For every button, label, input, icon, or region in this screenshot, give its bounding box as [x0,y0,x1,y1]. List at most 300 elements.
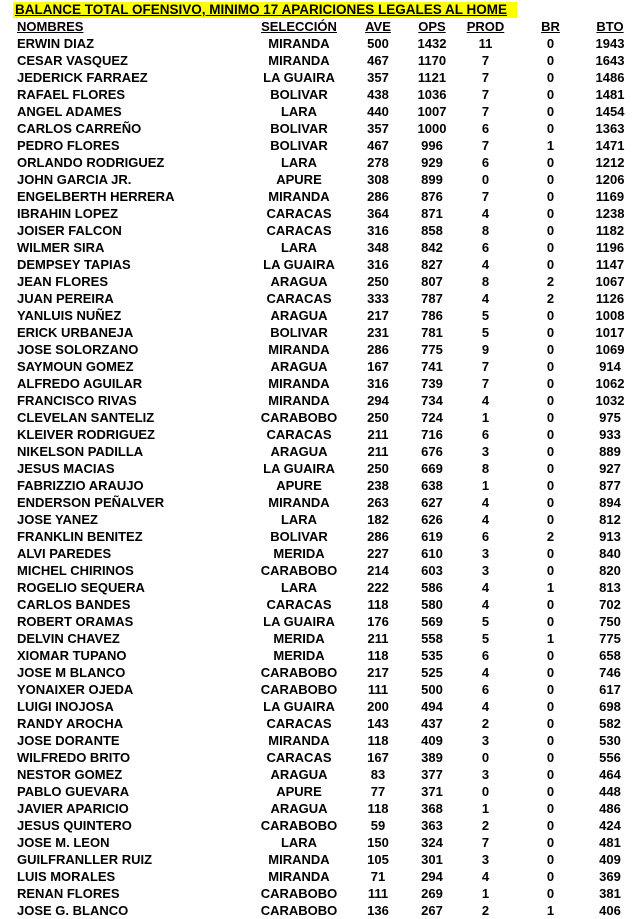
ops-cell: 1007 [417,104,447,119]
ave-cell: 294 [367,393,389,408]
ops-cell: 586 [421,580,443,595]
player-name-cell: NIKELSON PADILLA [17,444,144,459]
prod-cell: 7 [481,359,490,374]
player-name-cell: RENAN FLORES [17,886,120,901]
ave-cell: 333 [367,291,389,306]
bto-cell: 1471 [595,138,625,153]
prod-cell: 5 [481,631,490,646]
ave-cell: 440 [367,104,389,119]
ave-cell: 222 [367,580,389,595]
bto-cell: 1363 [595,121,625,136]
bto-cell: 1169 [595,189,625,204]
player-name-cell: JOSE M. LEON [17,835,110,850]
br-cell: 1 [546,903,555,918]
ave-cell: 211 [367,427,389,442]
bto-cell: 820 [599,563,621,578]
prod-cell: 7 [481,70,490,85]
team-cell: MIRANDA [268,869,330,884]
player-name-cell: FABRIZZIO ARAUJO [17,478,144,493]
bto-cell: 1147 [595,257,625,272]
br-cell: 1 [546,631,555,646]
br-cell: 0 [546,376,555,391]
prod-cell: 3 [481,546,490,561]
bto-cell: 481 [599,835,621,850]
player-name-cell: ALVI PAREDES [17,546,112,561]
prod-cell: 9 [481,342,490,357]
ops-cell: 368 [421,801,443,816]
team-cell: LARA [280,104,318,119]
ops-cell: 437 [421,716,443,731]
bto-cell: 1062 [595,376,625,391]
br-cell: 0 [546,240,555,255]
team-cell: MERIDA [273,546,325,561]
bto-cell: 1182 [595,223,625,238]
player-name-cell: JESUS QUINTERO [17,818,132,833]
bto-cell: 409 [599,852,621,867]
table-row [13,256,633,273]
table-row [13,392,633,409]
ops-cell: 786 [421,308,443,323]
br-cell: 0 [546,648,555,663]
ops-cell: 1121 [417,70,447,85]
bto-cell: 448 [599,784,621,799]
player-name-cell: JEAN FLORES [17,274,109,289]
ops-cell: 787 [421,291,443,306]
player-name-cell: ERICK URBANEJA [17,325,134,340]
header-bto: BTO [596,19,624,34]
team-cell: CARABOBO [260,410,338,425]
ave-cell: 250 [367,410,389,425]
bto-cell: 927 [599,461,621,476]
team-cell: MIRANDA [268,376,330,391]
ops-cell: 858 [421,223,443,238]
br-cell: 0 [546,461,555,476]
ops-cell: 569 [421,614,443,629]
ave-cell: 316 [367,223,389,238]
header-ops: OPS [418,19,446,34]
br-cell: 0 [546,53,555,68]
table-row [13,851,633,868]
ave-cell: 438 [367,87,389,102]
br-cell: 0 [546,716,555,731]
table-row [13,222,633,239]
prod-cell: 4 [481,597,490,612]
prod-cell: 3 [481,733,490,748]
table-row [13,902,633,919]
prod-cell: 3 [481,852,490,867]
br-cell: 2 [546,274,555,289]
ave-cell: 150 [367,835,389,850]
ops-cell: 1432 [417,36,447,51]
ops-cell: 1170 [417,53,447,68]
prod-cell: 1 [481,801,490,816]
ave-cell: 200 [367,699,389,714]
table-row [13,324,633,341]
ops-cell: 409 [421,733,443,748]
team-cell: CARACAS [266,750,332,765]
bto-cell: 914 [599,359,621,374]
table-row [13,375,633,392]
table-row [13,137,633,154]
team-cell: MERIDA [273,631,325,646]
player-name-cell: LUIGI INOJOSA [17,699,114,714]
bto-cell: 812 [599,512,621,527]
team-cell: MIRANDA [268,189,330,204]
ops-cell: 610 [421,546,443,561]
player-name-cell: MICHEL CHIRINOS [17,563,134,578]
prod-cell: 1 [481,410,490,425]
ave-cell: 227 [367,546,389,561]
team-cell: LA GUAIRA [263,257,335,272]
ops-cell: 807 [421,274,443,289]
bto-cell: 975 [599,410,621,425]
ops-cell: 775 [421,342,443,357]
ops-cell: 525 [421,665,443,680]
ops-cell: 324 [421,835,443,850]
player-name-cell: RAFAEL FLORES [17,87,126,102]
prod-cell: 5 [481,325,490,340]
ops-cell: 377 [421,767,443,782]
team-cell: LARA [280,580,318,595]
team-cell: MIRANDA [268,733,330,748]
prod-cell: 0 [481,750,490,765]
br-cell: 0 [546,495,555,510]
prod-cell: 6 [481,682,490,697]
br-cell: 0 [546,87,555,102]
ave-cell: 364 [367,206,389,221]
table-row [13,630,633,647]
table-row [13,69,633,86]
br-cell: 0 [546,801,555,816]
prod-cell: 7 [481,138,490,153]
team-cell: CARABOBO [260,682,338,697]
team-cell: ARAGUA [270,308,328,323]
br-cell: 0 [546,189,555,204]
player-name-cell: ANGEL ADAMES [17,104,122,119]
bto-cell: 617 [599,682,621,697]
prod-cell: 4 [481,393,490,408]
team-cell: CARACAS [266,427,332,442]
br-cell: 0 [546,699,555,714]
player-name-cell: ENGELBERTH HERRERA [17,189,175,204]
bto-cell: 530 [599,733,621,748]
ops-cell: 1000 [417,121,447,136]
bto-cell: 1643 [595,53,625,68]
ops-cell: 580 [421,597,443,612]
ave-cell: 217 [367,308,389,323]
table-row [13,426,633,443]
ave-cell: 286 [367,529,389,544]
prod-cell: 5 [481,308,490,323]
prod-cell: 4 [481,699,490,714]
ave-cell: 316 [367,257,389,272]
table-row [13,783,633,800]
player-name-cell: ROGELIO SEQUERA [17,580,145,595]
header-prod: PROD [466,19,505,34]
header-ave: AVE [365,19,391,34]
br-cell: 0 [546,852,555,867]
player-name-cell: JOISER FALCON [17,223,122,238]
team-cell: MERIDA [273,648,325,663]
player-name-cell: YONAIXER OJEDA [17,682,134,697]
table-row [13,358,633,375]
br-cell: 0 [546,36,555,51]
ops-cell: 781 [421,325,443,340]
player-name-cell: ERWIN DIAZ [17,36,95,51]
br-cell: 0 [546,206,555,221]
ave-cell: 217 [367,665,389,680]
team-cell: CARACAS [266,597,332,612]
ave-cell: 286 [367,189,389,204]
team-cell: CARACAS [266,223,332,238]
br-cell: 2 [546,529,555,544]
ave-cell: 143 [367,716,389,731]
team-cell: CARACAS [266,291,332,306]
table-row [13,103,633,120]
bto-cell: 1017 [595,325,625,340]
ops-cell: 996 [421,138,443,153]
team-cell: CARACAS [266,716,332,731]
ave-cell: 316 [367,376,389,391]
ave-cell: 238 [367,478,389,493]
player-name-cell: JOSE DORANTE [17,733,120,748]
prod-cell: 8 [481,274,490,289]
player-name-cell: FRANKLIN BENITEZ [17,529,143,544]
ops-cell: 669 [421,461,443,476]
ave-cell: 214 [367,563,389,578]
prod-cell: 6 [481,648,490,663]
ave-cell: 286 [367,342,389,357]
br-cell: 0 [546,563,555,578]
team-cell: CARABOBO [260,818,338,833]
br-cell: 0 [546,733,555,748]
player-name-cell: YANLUIS NUÑEZ [17,308,122,323]
ave-cell: 308 [367,172,389,187]
br-cell: 1 [546,580,555,595]
br-cell: 0 [546,223,555,238]
team-cell: CARACAS [266,206,332,221]
br-cell: 0 [546,546,555,561]
player-name-cell: JOSE G. BLANCO [17,903,129,918]
table-row [13,205,633,222]
br-cell: 0 [546,869,555,884]
bto-cell: 933 [599,427,621,442]
team-cell: LA GUAIRA [263,614,335,629]
team-cell: CARABOBO [260,665,338,680]
table-row [13,460,633,477]
team-cell: LARA [280,512,318,527]
ops-cell: 494 [421,699,443,714]
ops-cell: 627 [421,495,443,510]
ave-cell: 167 [367,359,389,374]
ops-cell: 638 [421,478,443,493]
ave-cell: 250 [367,274,389,289]
bto-cell: 1238 [595,206,625,221]
prod-cell: 7 [481,376,490,391]
team-cell: BOLIVAR [270,138,328,153]
team-cell: APURE [276,784,322,799]
br-cell: 0 [546,359,555,374]
team-cell: APURE [276,478,322,493]
bto-cell: 582 [599,716,621,731]
ave-cell: 83 [370,767,386,782]
prod-cell: 4 [481,580,490,595]
ops-cell: 294 [421,869,443,884]
prod-cell: 0 [481,784,490,799]
player-name-cell: JOSE SOLORZANO [17,342,139,357]
player-name-cell: JAVIER APARICIO [17,801,129,816]
bto-cell: 1481 [595,87,625,102]
table-row [13,868,633,885]
table-row [13,596,633,613]
br-cell: 0 [546,393,555,408]
player-name-cell: JEDERICK FARRAEZ [17,70,148,85]
player-name-cell: CARLOS BANDES [17,597,131,612]
ops-cell: 876 [421,189,443,204]
player-name-cell: LUIS MORALES [17,869,116,884]
table-row [13,817,633,834]
br-cell: 0 [546,342,555,357]
table-row [13,86,633,103]
table-row [13,885,633,902]
prod-cell: 4 [481,512,490,527]
table-row [13,443,633,460]
player-name-cell: FRANCISCO RIVAS [17,393,137,408]
bto-cell: 1454 [595,104,625,119]
table-row [13,681,633,698]
ops-cell: 619 [421,529,443,544]
ops-cell: 500 [421,682,443,697]
prod-cell: 0 [481,172,490,187]
ops-cell: 301 [421,852,443,867]
table-row [13,698,633,715]
br-cell: 0 [546,427,555,442]
player-name-cell: PEDRO FLORES [17,138,120,153]
bto-cell: 1069 [595,342,625,357]
team-cell: BOLIVAR [270,121,328,136]
ops-cell: 827 [421,257,443,272]
prod-cell: 7 [481,53,490,68]
ave-cell: 118 [367,733,389,748]
ave-cell: 211 [367,631,389,646]
player-name-cell: JOSE YANEZ [17,512,98,527]
table-row [13,562,633,579]
br-cell: 0 [546,308,555,323]
ops-cell: 626 [421,512,443,527]
player-name-cell: WILFREDO BRITO [17,750,131,765]
table-row [13,477,633,494]
prod-cell: 6 [481,427,490,442]
ops-cell: 871 [421,206,443,221]
table-row [13,171,633,188]
prod-cell: 1 [481,478,490,493]
table-row [13,307,633,324]
team-cell: LARA [280,835,318,850]
br-cell: 0 [546,325,555,340]
table-row [13,545,633,562]
player-name-cell: DEMPSEY TAPIAS [17,257,131,272]
ave-cell: 357 [367,70,389,85]
player-name-cell: NESTOR GOMEZ [17,767,123,782]
team-cell: MIRANDA [268,53,330,68]
bto-cell: 1486 [595,70,625,85]
ops-cell: 269 [421,886,443,901]
prod-cell: 4 [481,291,490,306]
prod-cell: 3 [481,444,490,459]
table-row [13,749,633,766]
prod-cell: 2 [481,716,490,731]
table-row [13,579,633,596]
bto-cell: 1212 [595,155,625,170]
ave-cell: 59 [370,818,386,833]
bto-cell: 698 [599,699,621,714]
bto-cell: 424 [599,818,621,833]
br-cell: 0 [546,121,555,136]
prod-cell: 4 [481,206,490,221]
ave-cell: 118 [367,648,389,663]
team-cell: LA GUAIRA [263,699,335,714]
player-name-cell: WILMER SIRA [17,240,105,255]
bto-cell: 369 [599,869,621,884]
bto-cell: 658 [599,648,621,663]
team-cell: MIRANDA [268,36,330,51]
br-cell: 0 [546,155,555,170]
table-row [13,409,633,426]
br-cell: 0 [546,444,555,459]
bto-cell: 1032 [595,393,625,408]
ave-cell: 231 [367,325,389,340]
prod-cell: 6 [481,240,490,255]
br-cell: 2 [546,291,555,306]
table-row [13,647,633,664]
ops-cell: 603 [421,563,443,578]
team-cell: BOLIVAR [270,87,328,102]
bto-cell: 486 [599,801,621,816]
ave-cell: 278 [367,155,389,170]
player-name-cell: SAYMOUN GOMEZ [17,359,134,374]
ops-cell: 363 [421,818,443,833]
ave-cell: 357 [367,121,389,136]
bto-cell: 464 [599,767,621,782]
br-cell: 0 [546,665,555,680]
header-row [13,18,633,35]
player-name-cell: JUAN PEREIRA [17,291,114,306]
ave-cell: 167 [367,750,389,765]
player-name-cell: CARLOS CARREÑO [17,121,142,136]
ave-cell: 211 [367,444,389,459]
player-name-cell: RANDY AROCHA [17,716,124,731]
table-row [13,154,633,171]
bto-cell: 381 [599,886,621,901]
prod-cell: 8 [481,461,490,476]
prod-cell: 3 [481,767,490,782]
prod-cell: 7 [481,189,490,204]
team-cell: ARAGUA [270,359,328,374]
ops-cell: 842 [421,240,443,255]
br-cell: 0 [546,614,555,629]
ops-cell: 676 [421,444,443,459]
team-cell: BOLIVAR [270,325,328,340]
br-cell: 0 [546,750,555,765]
ave-cell: 118 [367,597,389,612]
ave-cell: 111 [367,886,389,901]
br-cell: 0 [546,512,555,527]
table-row [13,766,633,783]
br-cell: 1 [546,138,555,153]
player-name-cell: PABLO GUEVARA [17,784,130,799]
team-cell: BOLIVAR [270,529,328,544]
player-name-cell: ROBERT ORAMAS [17,614,134,629]
